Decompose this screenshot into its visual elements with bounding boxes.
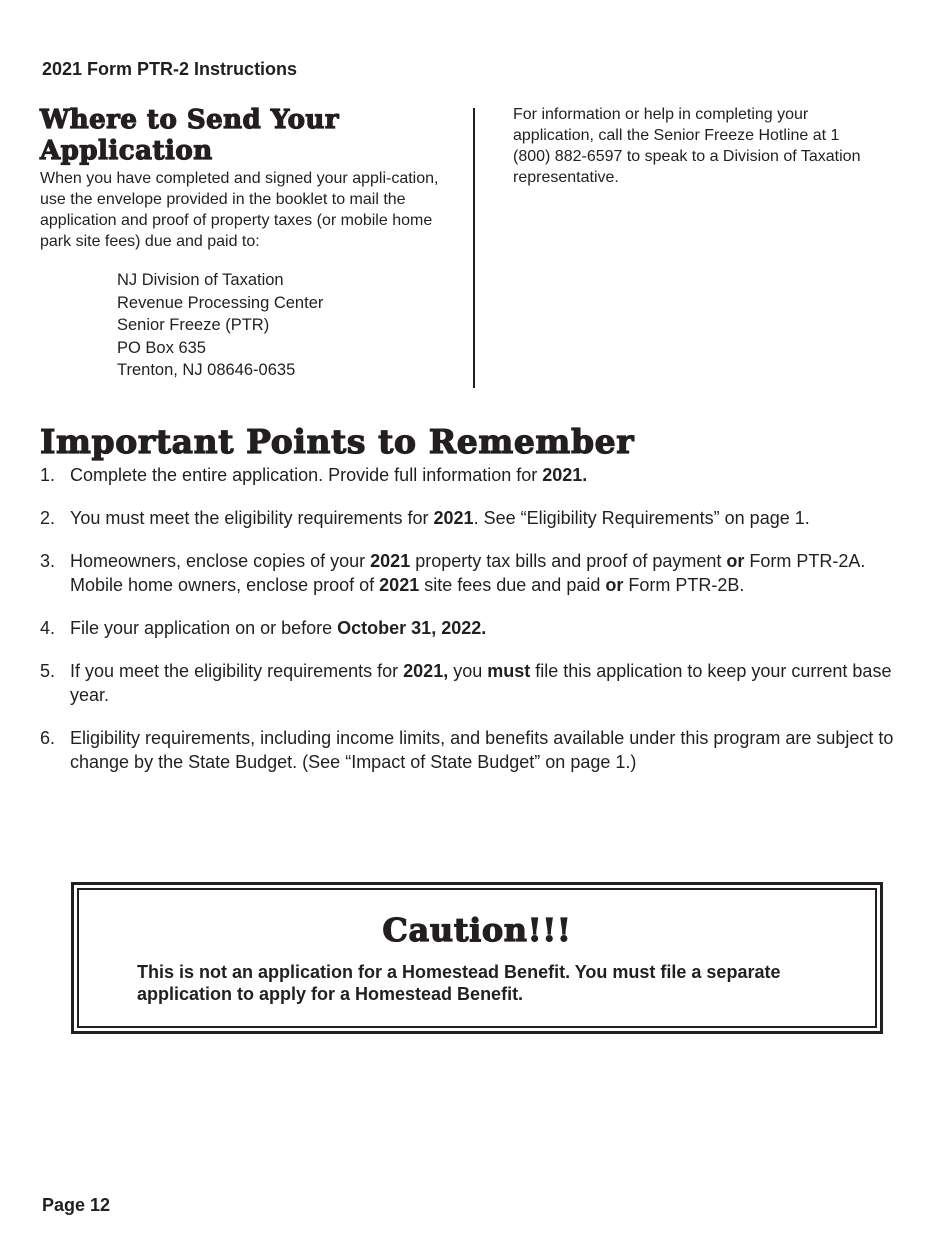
- point-item: [40, 463, 920, 487]
- point-text: file this application to keep your current base year.: [70, 661, 892, 705]
- caution-inner-frame: [77, 888, 877, 1028]
- point-text: site fees due and paid: [419, 575, 606, 595]
- point-text: Complete the entire application. Provide full information for: [70, 465, 543, 485]
- point-text-bold: or: [726, 551, 745, 571]
- address-line: Senior Freeze (PTR): [117, 316, 270, 334]
- point-number: 6.: [40, 728, 56, 748]
- address-line: Revenue Processing Center: [117, 293, 324, 312]
- form-title: 2021 Form PTR-2 Instructions: [42, 59, 298, 79]
- point-text: Eligibility requirements, including income limits, and benefits available under this program are subject to change by the State Budget. (See “Impact of State Budget” on page 1.): [70, 728, 894, 772]
- address-line: NJ Division of Taxation: [117, 271, 284, 289]
- point-number: 3.: [40, 551, 56, 571]
- caution-text: This is not an application for a Homestead Benefit. You must file a separate application to apply for a Homestead Benefit.: [137, 962, 781, 1004]
- caution-title: Caution!!!: [382, 911, 572, 949]
- hotline-info: For information or help in completing your application, call the Senior Freeze Hotline at 1 (800) 882-6597 to speak to a Division of Taxation representative.: [513, 106, 861, 186]
- point-text-bold: must: [487, 661, 531, 681]
- point-text-bold: October 31, 2022.: [337, 618, 487, 638]
- point-item: [40, 659, 920, 707]
- point-text: If you meet the eligibility requirements for: [70, 661, 404, 681]
- point-text: you: [448, 661, 488, 681]
- point-number: 4.: [40, 618, 56, 638]
- point-text: File your application on or before: [70, 618, 338, 638]
- point-text-bold: 2021: [379, 575, 420, 595]
- point-item: [40, 726, 920, 774]
- point-text-bold: 2021.: [542, 465, 588, 485]
- point-item: [40, 506, 920, 530]
- point-text: You must meet the eligibility requirements for: [70, 508, 434, 528]
- where-to-send-heading: Where to Send Your Application: [40, 105, 340, 166]
- caution-box: [71, 882, 883, 1034]
- point-item: [40, 616, 920, 640]
- point-text: . See “Eligibility Requirements” on page 1.: [473, 508, 810, 528]
- mailing-address: [117, 269, 323, 382]
- point-text-bold: 2021,: [403, 661, 449, 681]
- point-text-bold: or: [605, 575, 624, 595]
- where-to-send-body: When you have completed and signed your appli-cation, use the envelope provided in the booklet to mail the application and proof of property taxes (or mobile home park site fees) due and paid to:: [40, 170, 439, 250]
- column-divider: [473, 108, 475, 388]
- point-item: [40, 549, 920, 597]
- point-number: 5.: [40, 661, 56, 681]
- point-text: Form PTR-2B.: [623, 575, 745, 595]
- point-text-bold: 2021: [433, 508, 474, 528]
- important-points-heading: Important Points to Remember: [40, 422, 635, 461]
- page-number: Page 12: [42, 1195, 111, 1215]
- point-text: Form PTR-2A. Mobile home owners, enclose proof of: [70, 551, 866, 595]
- address-line: Trenton, NJ 08646-0635: [117, 361, 296, 379]
- address-line: PO Box 635: [117, 338, 206, 357]
- point-number: 2.: [40, 508, 56, 528]
- point-text: property tax bills and proof of payment: [410, 551, 727, 571]
- important-points-list: [40, 463, 920, 793]
- point-number: 1.: [40, 465, 56, 485]
- point-text: Homeowners, enclose copies of your: [70, 551, 371, 571]
- point-text-bold: 2021: [370, 551, 411, 571]
